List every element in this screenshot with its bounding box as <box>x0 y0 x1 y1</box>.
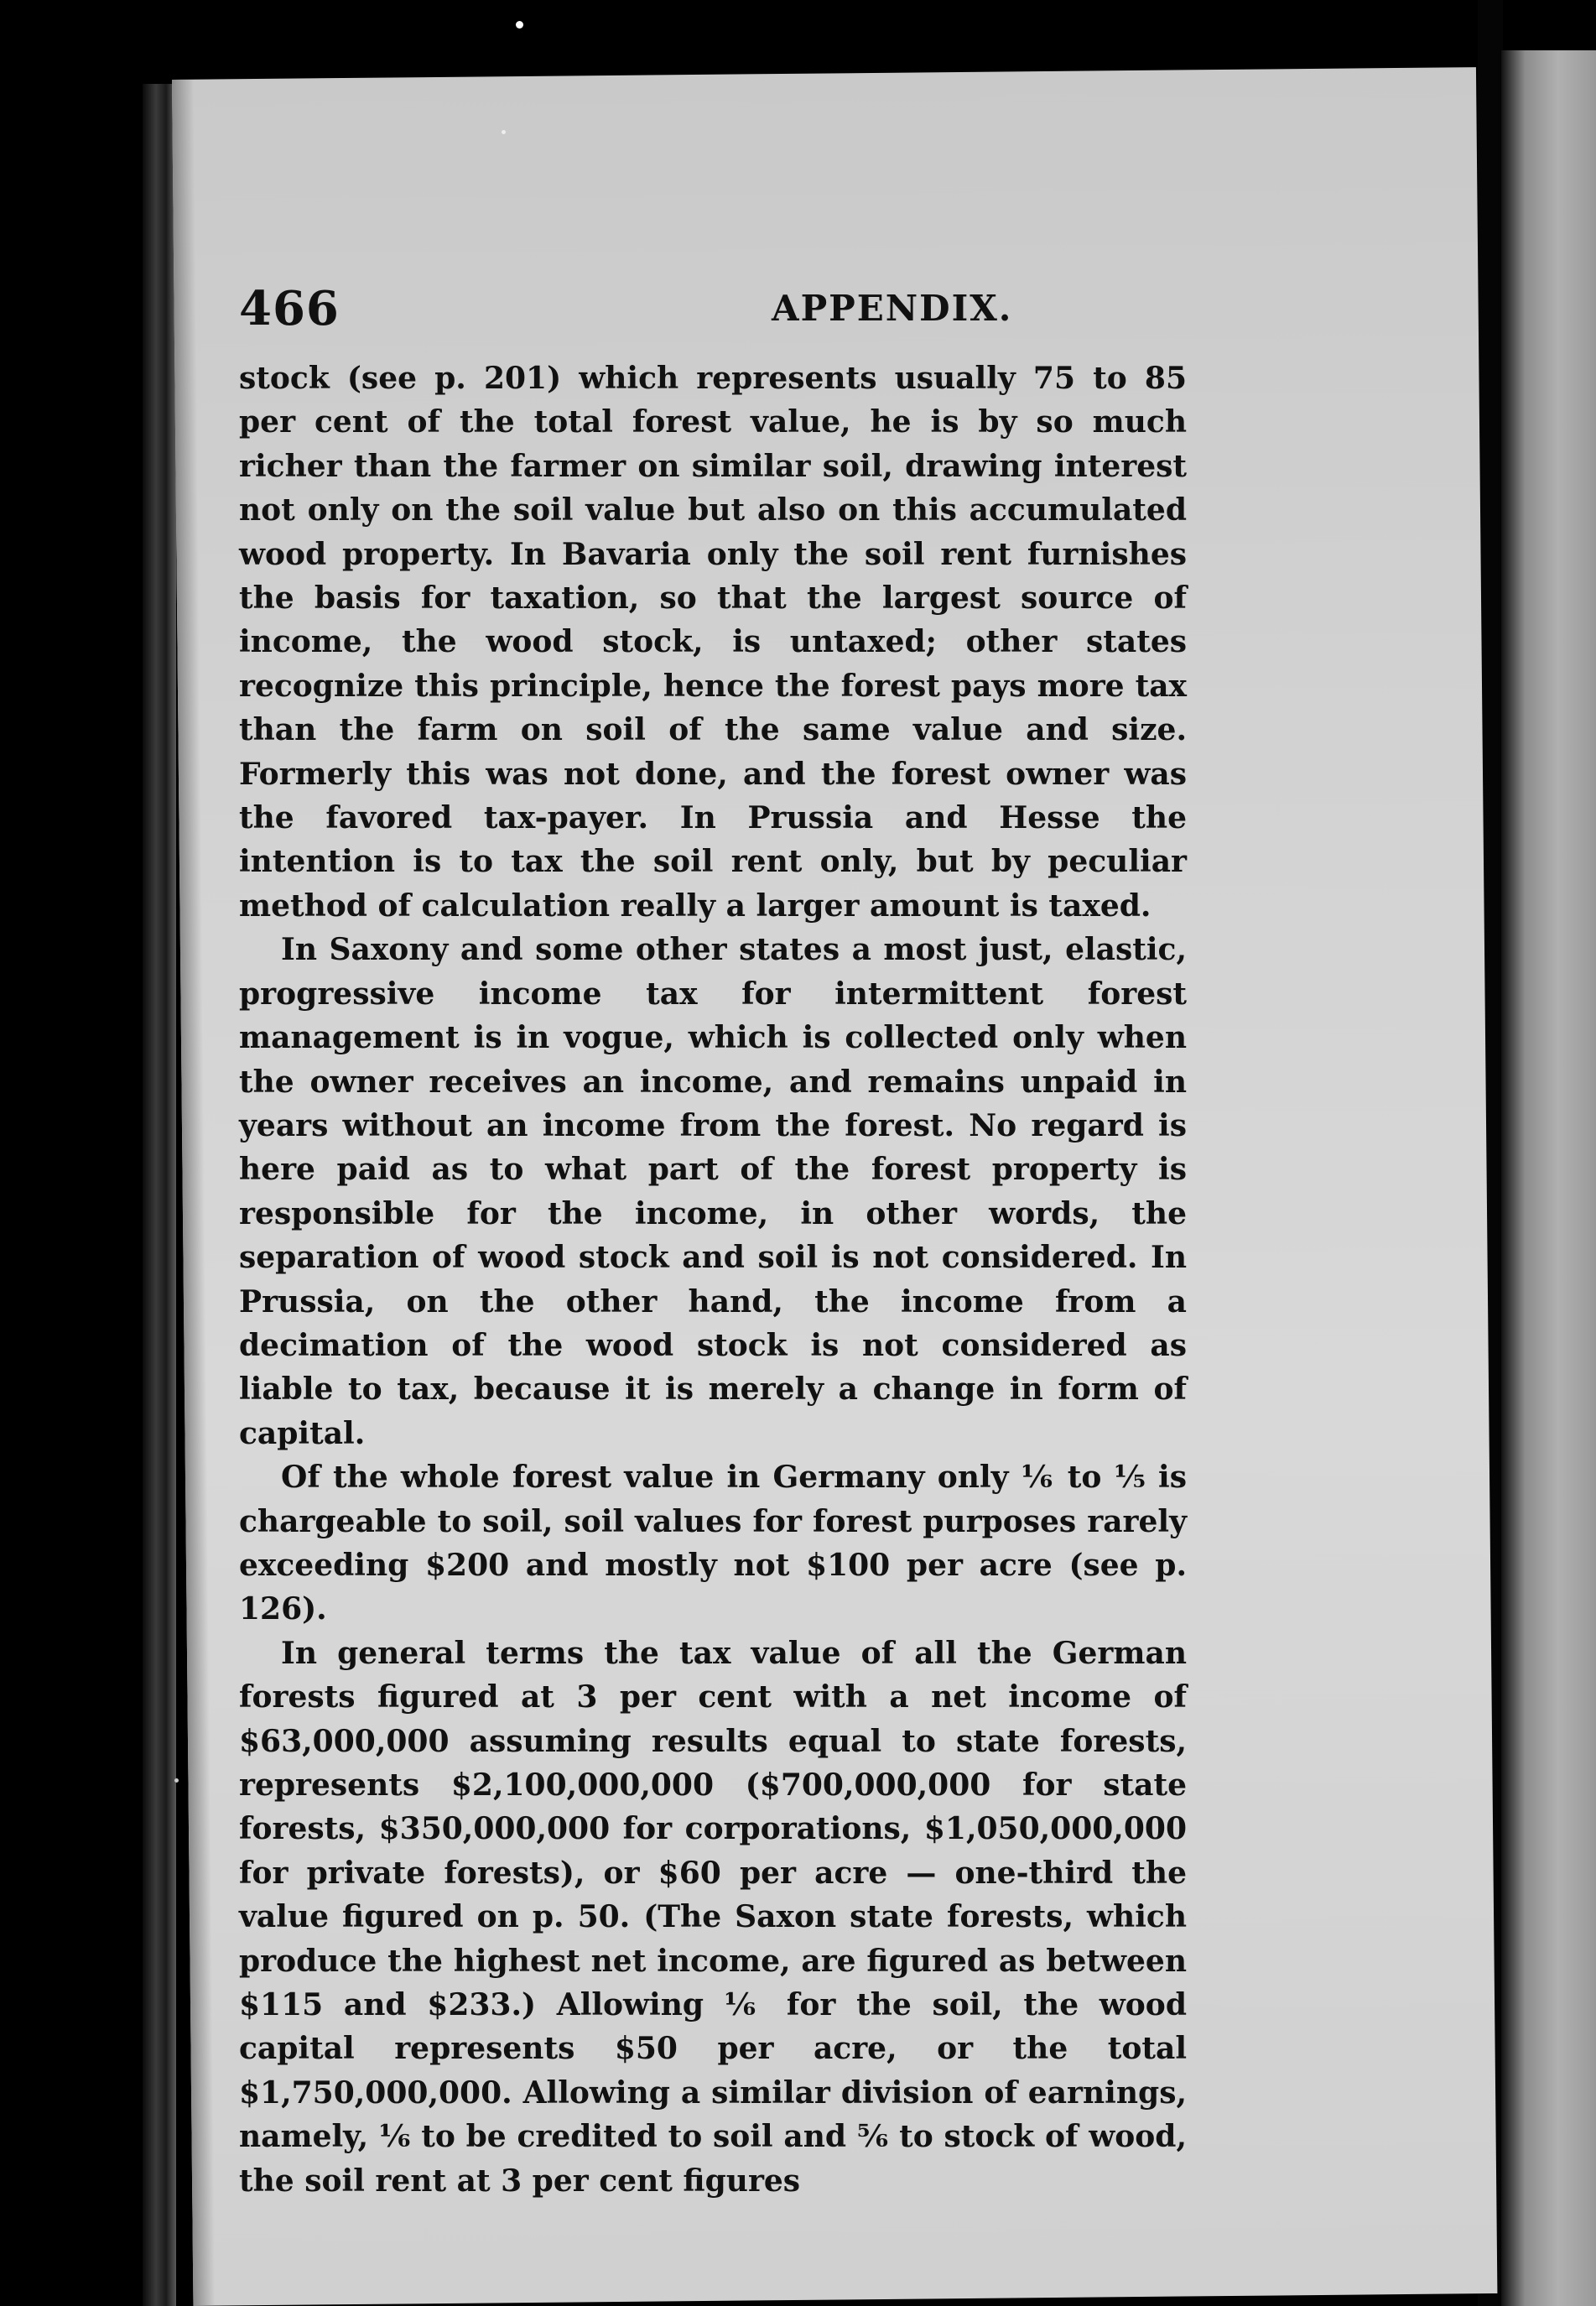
dust-speck <box>516 21 523 29</box>
page-number: 466 <box>239 281 340 336</box>
book-spine <box>143 84 176 2306</box>
dust-speck <box>502 130 506 134</box>
paragraph: In general terms the tax value of all the German forests figured at 3 per cent with a net income of $63,000,000 assuming results equal to state forests, represents $2,100,000,000 ($700,000,000 for state forests, $350,000,000 for corporations, $1,050,000,000 for private forests), or $60 per acre — one-third the value figured on p. 50. (The Saxon state forests, which produce the highest net income, are figured as between $115 and $233.) Allowing ⅙ for the soil, the wood capital represents $50 per acre, or the total $1,750,000,000. Allowing a similar division of earnings, namely, ⅙ to be credited to soil and ⅚ to stock of wood, the soil rent at 3 per cent figures <box>239 1635 1187 2199</box>
paragraph: stock (see p. 201) which represents usually 75 to 85 per cent of the total forest value, he is by so much richer than the farmer on similar soil, drawing interest not only on the soil value but also on this accumulated wood property. In Bavaria only the soil rent furnishes the basis for taxation, so that the largest source of income, the wood stock, is untaxed; other states recognize this principle, hence the forest pays more tax than the farm on soil of the same value and size. Formerly this was not done, and the forest owner was the favored tax-payer. In Prussia and Hesse the intention is to tax the soil rent only, but by peculiar method of calculation really a larger amount is taxed. <box>239 361 1187 924</box>
facing-page-edge <box>1501 50 1596 2306</box>
paragraph: In Saxony and some other states a most just, elastic, progressive income tax for intermittent forest management is in vogue, which is collected only when the owner receives an income, and remains unpaid in years without an income from the forest. No regard is here paid as to what part of the forest property is responsible for the income, in other words, the separation of wood stock and soil is not considered. In Prussia, on the other hand, the income from a decimation of the wood stock is not considered as liable to tax, because it is merely a change in form of capital. <box>239 932 1187 1451</box>
page-edge-shadow <box>172 80 215 2306</box>
dust-speck <box>174 1778 179 1783</box>
paragraph: Of the whole forest value in Germany only ⅙ to ⅕ is chargeable to soil, soil values for forest purposes rarely exceeding $200 and mostly not $100 per acre (see p. 126). <box>239 1460 1187 1627</box>
body-text <box>239 357 1187 2203</box>
running-head: APPENDIX. <box>772 288 1013 329</box>
page-header <box>239 281 1329 348</box>
